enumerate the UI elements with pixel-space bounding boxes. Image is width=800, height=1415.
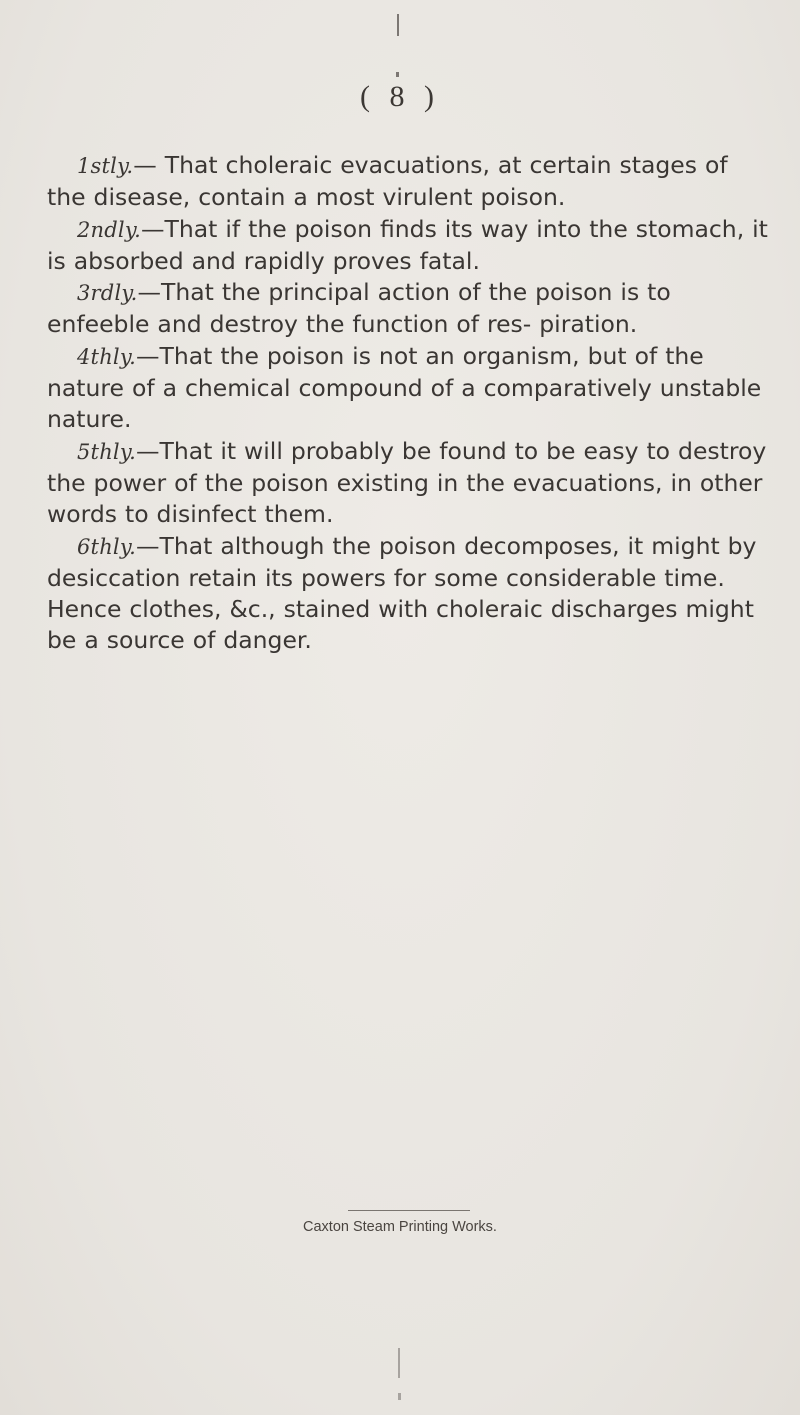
paper-speck — [397, 14, 399, 36]
body-text — [47, 150, 769, 657]
paragraph-lead: 1stly. — [77, 154, 134, 178]
page-number: ( 8 ) — [360, 80, 440, 113]
printer-imprint: Caxton Steam Printing Works. — [303, 1219, 497, 1235]
paragraph-lead: 4thly. — [77, 344, 136, 369]
paragraph-lead: 6thly. — [77, 534, 136, 559]
paragraph-text: — That choleraic evacuations, at certain stages of the disease, contain a most virulent poison. — [47, 151, 728, 212]
paragraph-6 — [47, 531, 769, 657]
paragraph-lead: 3rdly. — [77, 281, 138, 306]
paper-speck — [398, 1348, 400, 1378]
paragraph-text: —That it will probably be found to be easy to destroy the power of the poison existing in the evacuations, in other words to disinfect them. — [47, 436, 767, 529]
paragraph-5 — [47, 436, 769, 531]
paragraph-3 — [47, 277, 769, 341]
paragraph-4 — [47, 341, 769, 436]
paragraph-text: —That the principal action of the poison is to enfeeble and destroy the function of res- piration. — [47, 278, 671, 339]
paragraph-lead: 5thly. — [77, 439, 136, 464]
paragraph-text: —That although the poison decomposes, it might by desiccation retain its powers for some considerable time. Hence clothes, &c., stained with choleraic discharges might be a source of danger. — [47, 531, 757, 655]
paragraph-lead: 2ndly. — [77, 217, 141, 242]
paper-speck — [398, 1393, 401, 1400]
paragraph-text: —That if the poison finds its way into the stomach, it is absorbed and rapidly proves fatal. — [47, 214, 768, 275]
imprint-rule — [348, 1210, 470, 1211]
paragraph-1 — [47, 150, 769, 214]
paragraph-text: —That the poison is not an organism, but of the nature of a chemical compound of a comparatively unstable nature. — [47, 341, 762, 434]
paper-speck — [396, 72, 399, 77]
paragraph-2 — [47, 214, 769, 278]
